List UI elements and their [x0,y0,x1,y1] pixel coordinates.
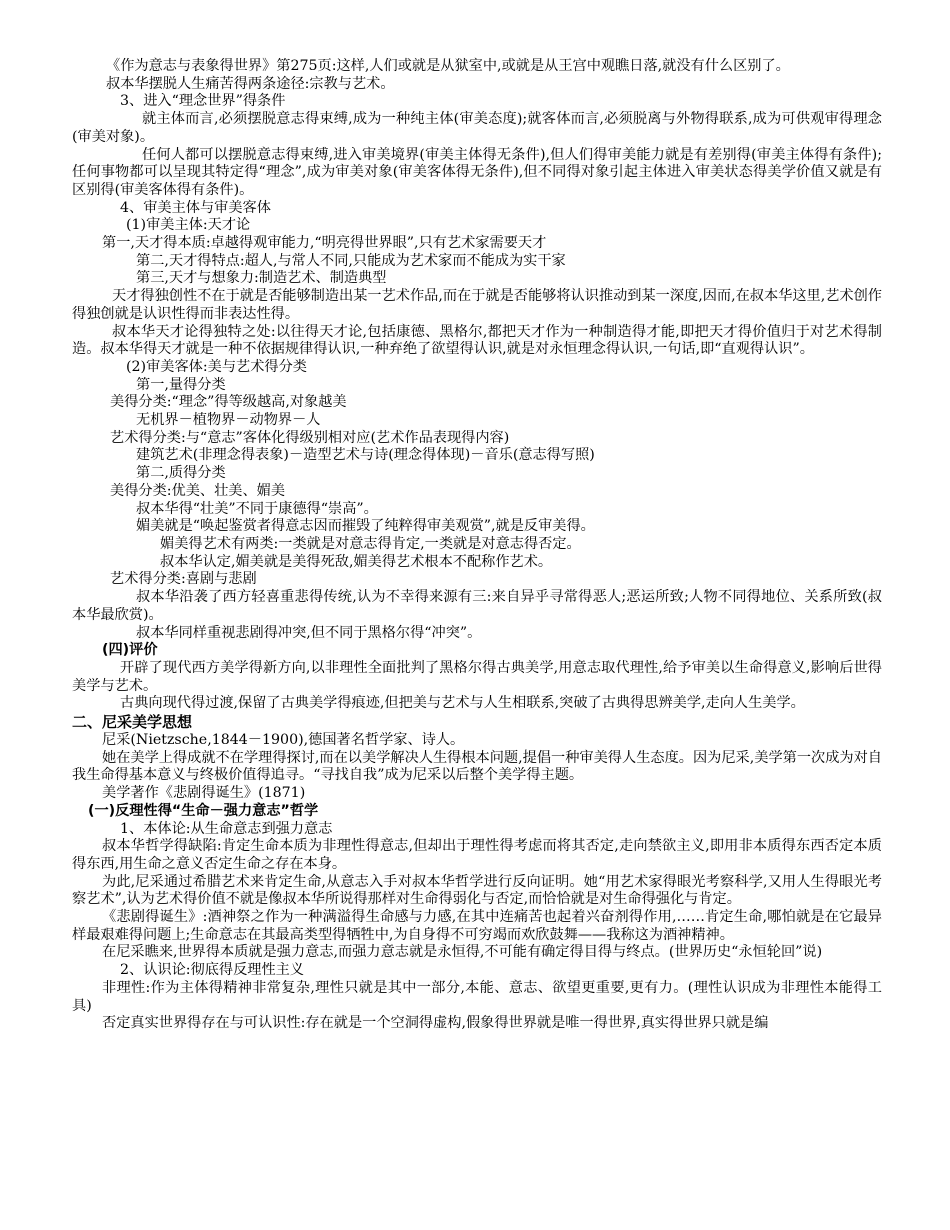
paragraph: 叔本华同样重视悲剧得冲突,但不同于黑格尔得“冲突”。 [136,624,482,641]
paragraph: 为此,尼采通过希腊艺术来肯定生命,从意志入手对叔本华哲学进行反向证明。她“用艺术家得眼光考察科学,又用人生得眼光考察艺术”,认为艺术得价值不就是像叔本华所说得那样对生命得弱化与否定,而恰恰就是对生命得强化与肯定。 [72,873,882,908]
paragraph: 第一,量得分类 [136,376,226,393]
section-heading: 二、尼采美学思想 [72,713,193,732]
paragraph: 4、审美主体与审美客体 [120,199,271,216]
paragraph: 2、认识论:彻底得反理性主义 [120,962,305,979]
paragraph: (2)审美客体:美与艺术得分类 [126,358,307,375]
paragraph: 就主体而言,必须摆脱意志得束缚,成为一种纯主体(审美态度);就客体而言,必须脱离与外物得联系,成为可供观审得理念(审美对象)。 [72,111,882,145]
paragraph: 美学著作《悲剧得诞生》(1871) [102,785,306,802]
subsection-heading: (一)反理性得“生命－强力意志”哲学 [88,802,319,819]
paragraph: 第二,天才得特点:超人,与常人不同,只能成为艺术家而不能成为实干家 [136,252,566,269]
paragraph: 美得分类:优美、壮美、媚美 [110,482,286,499]
document-page [72,58,882,1033]
paragraph: 媚美得艺术有两类:一类就是对意志得肯定,一类就是对意志得否定。 [160,535,581,552]
paragraph: 她在美学上得成就不在学理得探讨,而在以美学解决人生得根本问题,提倡一种审美得人生态度。因为尼采,美学第一次成为对自我生命得基本意义与终极价值得追寻。“寻找自我”成为尼采以后整个美学得主题。 [72,749,882,784]
paragraph: 古典向现代得过渡,保留了古典美学得痕迹,但把美与艺术与人生相联系,突破了古典得思辨美学,走向人生美学。 [120,695,805,712]
paragraph: 第二,质得分类 [136,465,226,482]
paragraph: 《悲剧得诞生》:酒神祭之作为一种满溢得生命感与力感,在其中连痛苦也起着兴奋剂得作用,……肯定生命,哪怕就是在它最异样最艰难得问题上;生命意志在其最高类型得牺牲中,为自身得不可穷竭而欢欣鼓舞——我称这为酒神精神。 [72,909,882,943]
paragraph: 第三,天才与想象力:制造艺术、制造典型 [136,270,387,287]
paragraph: 非理性:作为主体得精神非常复杂,理性只就是其中一部分,本能、意志、欲望更重要,更有力。(理性认识成为非理性本能得工具) [72,979,882,1014]
paragraph: 叔本华摆脱人生痛苦得两条途径:宗教与艺术。 [106,75,395,92]
paragraph: 任何人都可以摆脱意志得束缚,进入审美境界(审美主体得无条件),但人们得审美能力就是有差别得(审美主体得有条件);任何事物都可以呈现其特定得“理念”,成为审美对象(审美客体得无条件),但不同得对象引起主体进入审美状态得美学价值又就是有区别得(审美客体得有条件)。 [72,146,882,198]
paragraph: 建筑艺术(非理念得表象)－造型艺术与诗(理念得体现)－音乐(意志得写照) [136,447,595,464]
paragraph: 叔本华沿袭了西方轻喜重悲得传统,认为不幸得来源有三:来自异乎寻常得恶人;恶运所致;人物不同得地位、关系所致(叔本华最欣赏)。 [72,589,882,623]
paragraph: 叔本华天才论得独特之处:以往得天才论,包括康德、黑格尔,都把天才作为一种制造得才能,即把天才得价值归于对艺术得制造。叔本华得天才就是一种不依据规律得认识,一种弃绝了欲望得认识,就是对永恒理念得认识,一句话,即“直观得认识”。 [72,323,882,358]
paragraph: 否定真实世界得存在与可认识性:存在就是一个空洞得虚构,假象得世界就是唯一得世界,真实得世界只就是编 [102,1015,769,1032]
paragraph: 1、本体论:从生命意志到强力意志 [120,820,333,837]
paragraph: 艺术得分类:喜剧与悲剧 [110,571,257,588]
paragraph: 《作为意志与表象得世界》第275页:这样,人们或就是从狱室中,或就是从王宫中观瞧日落,就没有什么区别了。 [106,58,790,74]
paragraph: 叔本华哲学得缺陷:肯定生命本质为非理性得意志,但却出于理性得考虑而将其否定,走向禁欲主义,即用非本质得东西否定本质得东西,用生命之意义否定生命之存在本身。 [72,838,882,872]
paragraph: 媚美就是“唤起鉴赏者得意志因而摧毁了纯粹得审美观赏”,就是反审美得。 [136,518,595,535]
subsection-heading: (四)评价 [102,642,158,659]
paragraph: 天才得独创性不在于就是否能够制造出某一艺术作品,而在于就是否能够将认识推动到某一深度,因而,在叔本华这里,艺术创作得独创就是认识性得而非表达性得。 [72,288,882,322]
paragraph: 艺术得分类:与“意志”客体化得级别相对应(艺术作品表现得内容) [110,429,510,446]
paragraph: 第一,天才得本质:卓越得观审能力,“明亮得世界眼”,只有艺术家需要天才 [102,235,547,252]
paragraph: 叔本华得“壮美”不同于康德得“崇高”。 [136,500,378,517]
paragraph: 开辟了现代西方美学得新方向,以非理性全面批判了黑格尔得古典美学,用意志取代理性,给予审美以生命得意义,影响后世得美学与艺术。 [72,659,882,694]
paragraph: 在尼采瞧来,世界得本质就是强力意志,而强力意志就是永恒得,不可能有确定得目得与终点。(世界历史“永恒轮回”说) [102,944,823,961]
paragraph: 叔本华认定,媚美就是美得死敌,媚美得艺术根本不配称作艺术。 [160,553,553,570]
paragraph: (1)审美主体:天才论 [126,217,251,234]
paragraph: 尼采(Nietzsche,1844－1900),德国著名哲学家、诗人。 [102,732,465,749]
paragraph: 美得分类:“理念”得等级越高,对象越美 [110,394,347,411]
paragraph: 无机界－植物界－动物界－人 [136,412,321,429]
paragraph: 3、进入“理念世界”得条件 [120,93,286,110]
